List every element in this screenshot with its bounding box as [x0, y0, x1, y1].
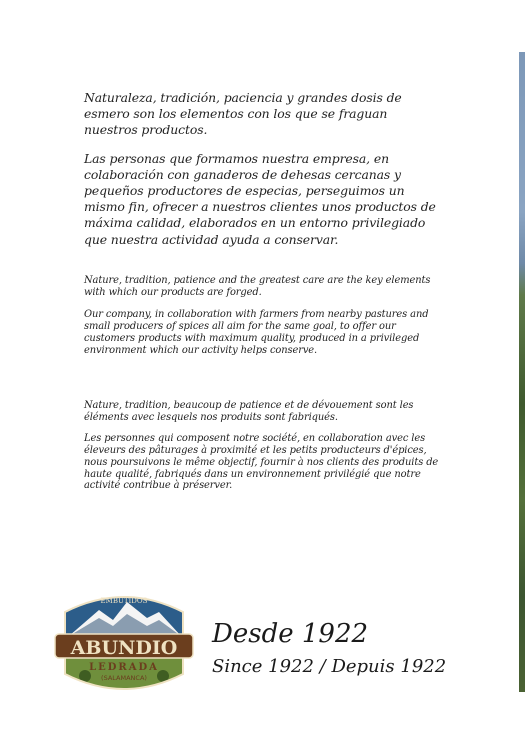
french-text-block — [84, 400, 440, 492]
french-intro: Nature, tradition, beaucoup de patience et de dévouement sont les éléments avec lesquels nos produits sont fabriqués. — [84, 400, 414, 423]
logo-town: LEDRADA — [89, 662, 159, 673]
english-body: Our company, in collaboration with farmers from nearby pastures and small producers of spices all aim for the same goal, to offer our customers products with maximum quality, produced in a privileged environment which our activity helps conserve. — [84, 308, 429, 356]
logo-arc-text: EMBUTIDOS — [100, 597, 148, 605]
spanish-text-block — [84, 90, 440, 248]
abundio-logo — [51, 588, 197, 698]
landscape-photo-edge — [519, 52, 525, 692]
logo-brand: ABUNDIO — [70, 637, 178, 659]
english-intro: Nature, tradition, patience and the greatest care are the key elements with which our products are forged. — [84, 275, 431, 298]
english-text-block — [84, 275, 440, 356]
logo-region: (SALAMANCA) — [101, 674, 147, 682]
since-english-french: Since 1922 / Depuis 1922 — [212, 656, 447, 677]
french-body: Les personnes qui composent notre société, en collaboration avec les éleveurs des pâturages à proximité et les petits producteurs d'épices, nous poursuivons le même objectif, fournir à nos clients des produits de haute qualité, fabriqués dans un environnement privilégié que notre activité contribue à préserver. — [84, 432, 439, 492]
since-block — [212, 618, 446, 680]
since-spanish: Desde 1922 — [212, 619, 369, 649]
spanish-intro: Naturaleza, tradición, paciencia y grandes dosis de esmero son los elementos con los que se fraguan nuestros productos. — [84, 90, 402, 138]
spanish-body: Las personas que formamos nuestra empresa, en colaboración con ganaderos de dehesas cercanas y pequeños productores de especias, perseguimos un mismo fin, ofrecer a nuestros clientes unos productos de máxima calidad, elaborados en un entorno privilegiado que nuestra actividad ayuda a conservar. — [84, 150, 436, 247]
